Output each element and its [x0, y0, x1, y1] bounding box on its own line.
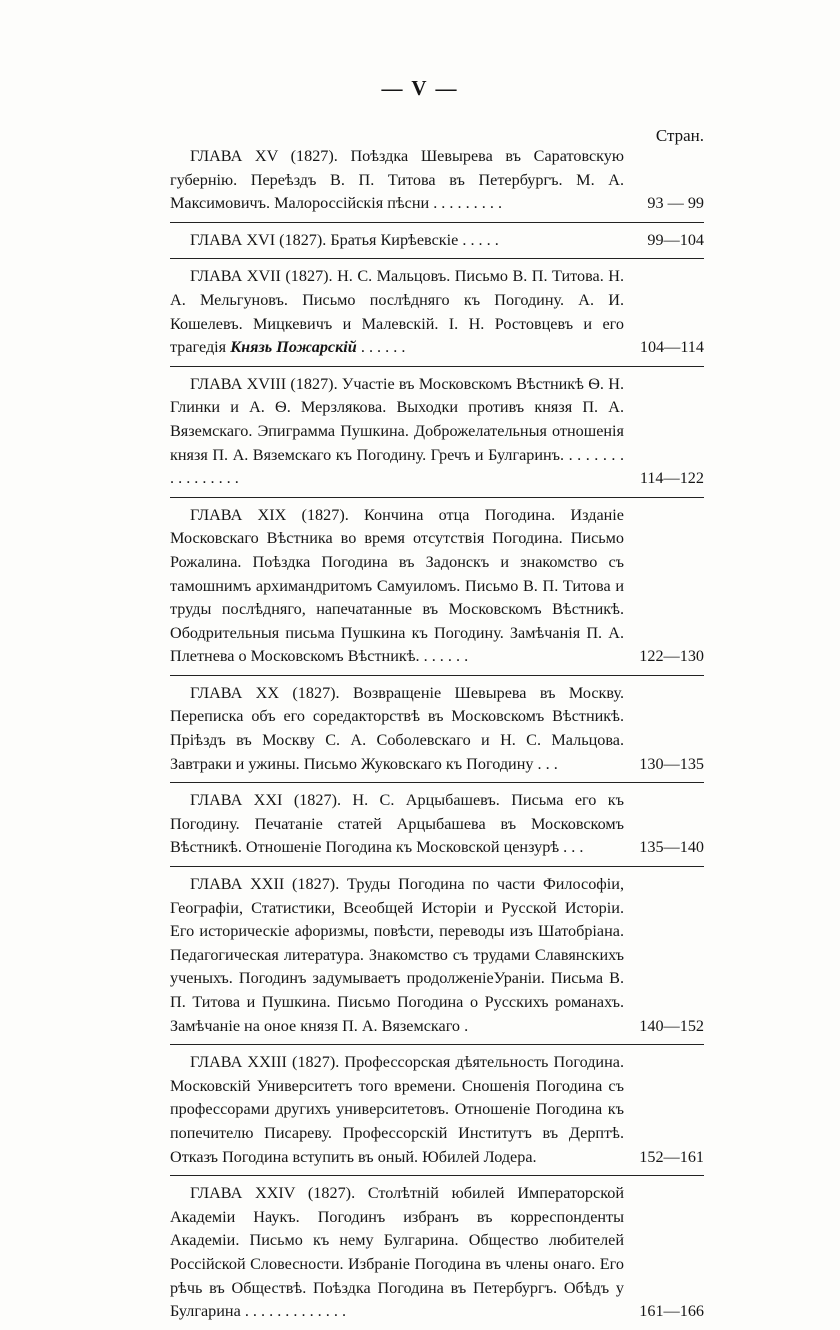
entry-text: ГЛАВА XXI (1827). Н. С. Арцыбашевъ. Письма его къ Погодину. Печатаніе статей Арцыбашева въ Московскомъ Вѣстникѣ. Отношеніе Погодина къ Московской цензурѣ . . .: [170, 791, 624, 857]
divider: [170, 675, 704, 676]
entry-pages: 130—135: [639, 754, 704, 773]
entry-title: Князь Пожарскій: [230, 338, 357, 357]
entry-text: ГЛАВА XV (1827). Поѣздка Шевырева въ Саратовскую губернію. Переѣздъ В. П. Титова въ Петербургъ. М. А. Максимовичъ. Малороссійскія пѣсни . . . . . . . . .: [170, 147, 624, 213]
table-of-contents: [170, 145, 704, 1330]
entry-pages: 161—166: [639, 1302, 704, 1321]
entry-pages: 114—122: [639, 469, 704, 488]
divider: [170, 1044, 704, 1045]
entry-text: ГЛАВА XXII (1827). Труды Погодина по части Философіи, Географіи, Статистики, Всеобщей Исторіи и Русской Исторіи. Его историческіе афоризмы, повѣсти, переводы изъ Шатобріана. Педагогическая литература. Знакомство съ трудами Славянскихъ ученыхъ. Погодинъ задумываетъ продолженіеУраніи. Письма В. П. Титова и Пушкина. Письмо Погодина о Русскихъ романахъ. Замѣчаніе на оное князя П. А. Вяземскаго .: [170, 875, 624, 1035]
entry-pages: 135—140: [639, 838, 704, 857]
entry-lead: ГЛАВА XVII (1827). Н. С. Мальцовъ. Письмо В. П. Титова. Н. А. Мельгуновъ. Письмо послѣдняго къ Погодину. А. И. Кошелевъ. Мицкевичъ и Малевскій. I. Н. Ростовцевъ и его трагедія: [170, 267, 624, 357]
toc-entry: [170, 873, 704, 1038]
toc-entry: [170, 1051, 704, 1169]
page-number: — V —: [381, 76, 459, 100]
entry-pages: 140—152: [639, 1016, 704, 1035]
entry-pages: 99—104: [647, 230, 704, 249]
entry-text: [170, 265, 624, 359]
divider: [170, 258, 704, 259]
toc-entry: [170, 1182, 704, 1324]
entry-leader-dots: . . . . . .: [360, 338, 406, 357]
entry-pages: 152—161: [639, 1147, 704, 1166]
divider: [170, 366, 704, 367]
entry-text: ГЛАВА XIX (1827). Кончина отца Погодина. Изданіе Московскаго Вѣстника во время отсутствія Погодина. Письмо Рожалина. Поѣздка Погодина въ Задонскъ и знакомство съ тамошнимъ архимандритомъ Самуиломъ. Письмо В. П. Титова и труды послѣдняго, напечатанные въ Московскомъ Вѣстникѣ. Ободрительныя письма Пушкина къ Погодину. Замѣчанія П. А. Плетнева о Московскомъ Вѣстникѣ. . . . . . .: [170, 505, 624, 666]
toc-entry: [170, 229, 704, 253]
divider: [170, 1175, 704, 1176]
toc-entry: [170, 504, 704, 669]
entry-pages: 122—130: [639, 647, 704, 666]
toc-entry: [170, 265, 704, 359]
divider: [170, 222, 704, 223]
entry-text: ГЛАВА XXIV (1827). Столѣтній юбилей Императорской Академіи Наукъ. Погодинъ избранъ въ корреспонденты Академіи. Письмо къ нему Булгарина. Общество любителей Россійской Словесности. Избраніе Погодина въ члены онаго. Его рѣчь въ Обществѣ. Поѣздка Погодина въ Петербургъ. Обѣдъ у Булгарина . . . . . . . . . . . . .: [170, 1184, 624, 1321]
toc-entry: [170, 682, 704, 776]
entry-text: ГЛАВА XXIII (1827). Профессорская дѣятельность Погодина. Московскій Университетъ того времени. Сношенія Погодина съ профессорами другихъ университетовъ. Отношеніе Погодина къ попечителю Писареву. Профессорскій Институтъ въ Дерптѣ. Отказъ Погодина вступить въ оный. Юбилей Лодера.: [170, 1053, 624, 1166]
entry-text: ГЛАВА XX (1827). Возвращеніе Шевырева въ Москву. Переписка объ его соредакторствѣ въ Московскомъ Вѣстникѣ. Пріѣздъ въ Москву С. А. Соболевскаго и Н. С. Мальцова. Завтраки и ужины. Письмо Жуковскаго къ Погодину . . .: [170, 683, 624, 773]
divider: [170, 497, 704, 498]
entry-pages: 93 — 99: [647, 194, 704, 213]
entry-text: ГЛАВА XVI (1827). Братья Кирѣевскіе . . . . .: [190, 230, 499, 249]
toc-entry: [170, 789, 704, 860]
pages-column-label: Стран.: [655, 126, 704, 145]
divider: [170, 782, 704, 783]
divider: [170, 866, 704, 867]
toc-entry: [170, 373, 704, 491]
entry-pages: 104—114: [639, 338, 704, 357]
entry-text: ГЛАВА XVIII (1827). Участіе въ Московскомъ Вѣстникѣ Ѳ. Н. Глинки и А. Ѳ. Мерзлякова. Выходки противъ князя П. А. Вяземскаго. Эпиграмма Пушкина. Доброжелательныя отношенія князя П. А. Вяземскаго къ Погодину. Гречъ и Булгаринъ. . . . . . . . . . . . . . . . .: [170, 374, 624, 488]
toc-entry: [170, 145, 704, 216]
